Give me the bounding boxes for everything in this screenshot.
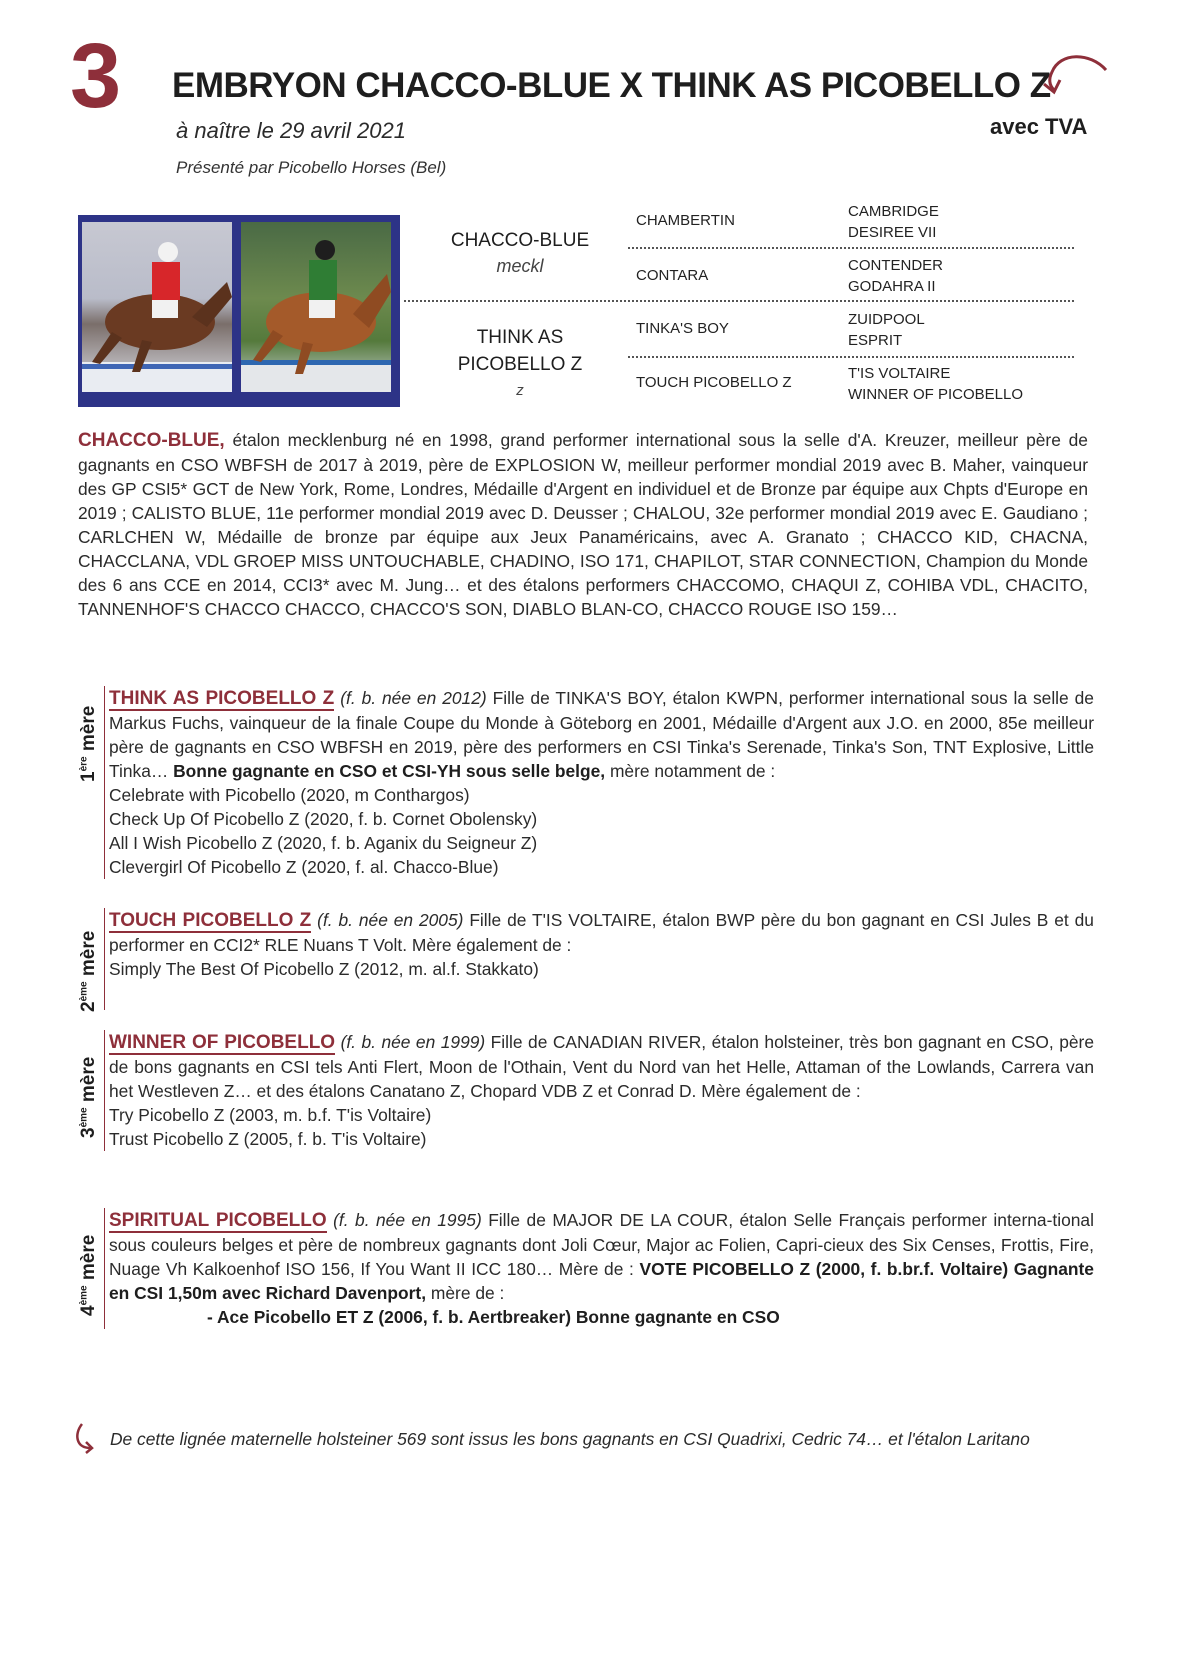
footer-note: De cette lignée maternelle holsteiner 569 sont issus les bons gagnants en CSI Quadrixi, Cedric 74… et l'étalon Laritano <box>110 1429 1030 1449</box>
pedigree-sire-sire: CHAMBERTIN <box>636 212 735 229</box>
mare-info: (f. b. née en 2005) <box>317 910 464 930</box>
pedigree-dam <box>420 324 620 378</box>
mare-highlight: Bonne gagnante en CSO et CSI-YH sous selle belge, <box>173 761 606 781</box>
vat-note: avec TVA <box>990 114 1088 139</box>
mare-name: THINK AS PICOBELLO Z <box>109 688 335 709</box>
mare-info: (f. b. née en 1999) <box>340 1032 486 1052</box>
pedigree-dam-sire: TINKA'S BOY <box>636 320 729 337</box>
horse-photo-right <box>241 222 391 392</box>
mare-tail: mère de : <box>430 1283 505 1303</box>
mare-description: Fille de CANADIAN RIVER, étalon holsteiner, très bon gagnant en CSO, père de bons gagnants en CSI tels Anti Flert, Moon de l'Othain, Vent du Nord van het Helle, Attaman of the Lowlands, Carrera van het Westleven Z… et des étalons Canatano Z, Chopard VDB Z et Conrad D. Mère également de : <box>109 1032 1095 1101</box>
mare-label-3: 3ème mère <box>78 1056 99 1138</box>
mare-name: WINNER OF PICOBELLO <box>109 1032 336 1053</box>
mare-description: Fille de MAJOR DE LA COUR, étalon Selle Français performer interna-tional sous couleurs belges et père de nombreux gagnants dont Joli Cœur, Major ac Folien, Capri-cieux des Six Censes, Frottis, Fire, Nuage Vh Kalkoenhof ISO 156, If You Want II ICC 180… Mère de : <box>109 1210 1094 1279</box>
offspring-item: - Ace Picobello ET Z (2006, f. b. Aertbreaker) Bonne gagnante en CSO <box>207 1307 780 1327</box>
mare-label-1: 1ère mère <box>78 705 99 782</box>
horse-photo-left <box>82 222 232 392</box>
mare-description: Fille de TINKA'S BOY, étalon KWPN, performer international sous la selle de Markus Fuchs, vainqueur de la finale Coupe du Monde à Göteborg en 2001, Médaille d'Argent aux J.O. en 2000, 85e meilleur père de gagnants en CSO WBFSH en 2019, père des performers en CSI Tinka's Serenade, Tinka's Son, TNT Explosive, Little Tinka… <box>109 688 1094 781</box>
mare-block-1 <box>104 686 1094 879</box>
mare-info: (f. b. née en 1995) <box>333 1210 482 1230</box>
page-title: EMBRYON CHACCO-BLUE X THINK AS PICOBELLO Z <box>172 66 1051 105</box>
pedigree-dam-dam: TOUCH PICOBELLO Z <box>636 374 792 391</box>
mare-label-2: 2ème mère <box>78 930 99 1012</box>
mare-block-4 <box>104 1208 1094 1329</box>
mare-name: SPIRITUAL PICOBELLO <box>109 1210 327 1231</box>
offspring-item: Check Up Of Picobello Z (2020, f. b. Cornet Obolensky) <box>109 809 538 829</box>
pedigree-sire-breed: meckl <box>496 256 544 276</box>
mare-block-2 <box>104 908 1094 1010</box>
mare-name: TOUCH PICOBELLO Z <box>109 910 312 931</box>
sire-name: CHACCO-BLUE, <box>78 430 225 451</box>
pedigree-dam-line1: THINK AS <box>476 327 564 348</box>
sire-description: étalon mecklenburg né en 1998, grand performer international sous la selle d'A. Kreuzer, meilleur père de gagnants en CSO WBFSH de 2017 à 2019, père de EXPLOSION W, meilleur performer mondial 2019 avec B. Maher, vainqueur des GP CSI5* GCT de New York, Rome, Londres, Médaille d'Argent en individuel et de Bronze par équipe aux Chpts d'Europe en 2019 ; CALISTO BLUE, 11e performer mondial 2019 avec D. Deusser ; CHALOU, 32e performer mondial 2019 avec E. Gaudiano ; CARLCHEN W, Médaille de bronze par équipe aux Jeux Panaméricains, avec A. Granato ; CHACCO KID, CHACNA, CHACCLANA, VDL GROEP MISS UNTOUCHABLE, CHADINO, ISO 171, CHAPILOT, STAR CONNECTION, Champion du Monde des 6 ans CCE en 2014, CCI3* avec M. Jung… et des étalons performers CHACCOMO, CHAQUI Z, COHIBA VDL, CHACITO, TANNENHOF'S CHACCO CHACCO, CHACCO'S SON, DIABLO BLAN-CO, CHACCO ROUGE ISO 159… <box>78 430 1088 619</box>
mare-tail: mère notamment de : <box>609 761 776 781</box>
pedigree-gg-1: CAMBRIDGE DESIREE VII <box>848 203 939 241</box>
pedigree-dam-breed: z <box>516 382 524 399</box>
mare-label-4: 4ème mère <box>78 1234 99 1316</box>
offspring-item: Try Picobello Z (2003, m. b.f. T'is Voltaire) <box>109 1105 432 1125</box>
mare-info: (f. b. née en 2012) <box>340 688 487 708</box>
pedigree-gg-2: CONTENDER GODAHRA II <box>848 257 944 295</box>
presented-by: Présenté par Picobello Horses (Bel) <box>176 158 447 177</box>
pedigree-divider <box>628 356 1074 358</box>
mare-highlight: VOTE PICOBELLO Z (2000, f. b.br.f. Voltaire) Gagnante en CSI 1,50m avec Richard Davenport, <box>109 1259 1094 1303</box>
birth-date: à naître le 29 avril 2021 <box>176 118 406 143</box>
offspring-item: All I Wish Picobello Z (2020, f. b. Aganix du Seigneur Z) <box>109 833 538 853</box>
pedigree-sire: CHACCO-BLUE <box>450 230 590 251</box>
pedigree-gg-3: ZUIDPOOL ESPRIT <box>848 311 925 349</box>
pedigree-divider <box>628 247 1074 249</box>
mare-block-3 <box>104 1030 1094 1151</box>
offspring-item: Celebrate with Picobello (2020, m Conthargos) <box>109 785 470 805</box>
mare-description: Fille de T'IS VOLTAIRE, étalon BWP père du bon gagnant en CSI Jules B et du performer en CCI2* RLE Nuans T Volt. Mère également de : <box>109 910 1094 955</box>
sire-paragraph <box>78 428 1088 621</box>
curved-arrow-icon <box>1040 50 1110 100</box>
offspring-item: Simply The Best Of Picobello Z (2012, m. al.f. Stakkato) <box>109 959 539 979</box>
lot-number: 3 <box>70 25 120 127</box>
offspring-item: Clevergirl Of Picobello Z (2020, f. al. Chacco-Blue) <box>109 857 499 877</box>
pedigree-divider <box>404 300 1074 302</box>
offspring-item: Trust Picobello Z (2005, f. b. T'is Voltaire) <box>109 1129 427 1149</box>
pedigree-dam-line2: PICOBELLO Z <box>457 354 583 375</box>
pedigree-gg-4: T'IS VOLTAIRE WINNER OF PICOBELLO <box>848 365 1024 403</box>
curved-arrow-icon <box>74 1422 104 1454</box>
photo-frame <box>78 215 400 407</box>
pedigree-sire-dam: CONTARA <box>636 267 709 284</box>
